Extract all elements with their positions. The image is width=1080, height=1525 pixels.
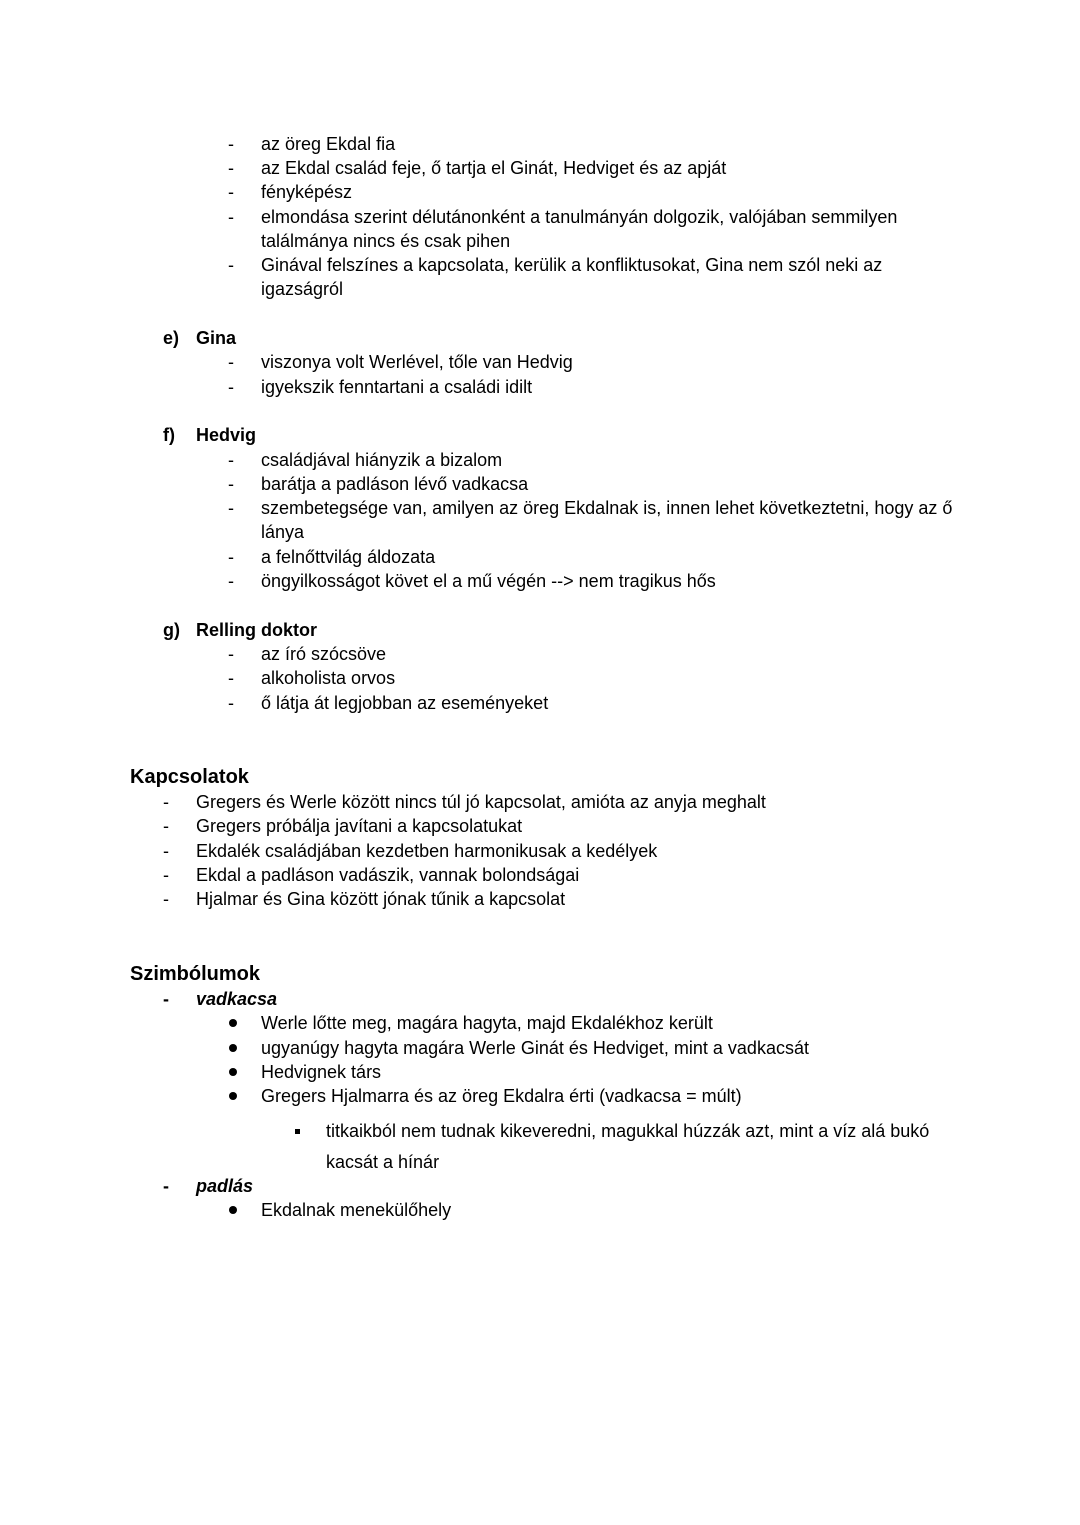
symbol-term-vadkacsa: vadkacsa	[196, 989, 278, 1009]
list-item: a felnőttvilág áldozata	[261, 547, 436, 567]
list-dash: -	[228, 547, 234, 567]
list-item: Hedvignek társ	[261, 1062, 382, 1082]
symbol-term-padlas: padlás	[196, 1176, 254, 1196]
list-dash: -	[228, 693, 234, 713]
list-item: ő látja át legjobban az eseményeket	[261, 693, 549, 713]
list-item: Ekdalnak menekülőhely	[261, 1200, 452, 1220]
character-name-relling: Relling doktor	[196, 620, 317, 640]
list-item-continuation: igazságról	[261, 279, 344, 299]
list-item: elmondása szerint délutánonként a tanulmányán dolgozik, valójában semmilyen	[261, 207, 898, 227]
list-item: Werle lőtte meg, magára hagyta, majd Ekdalékhoz került	[261, 1013, 713, 1033]
list-dash: -	[163, 1176, 169, 1196]
character-name-hedvig: Hedvig	[196, 425, 257, 445]
list-dash: -	[228, 207, 234, 227]
list-item: barátja a padláson lévő vadkacsa	[261, 474, 529, 494]
list-item: alkoholista orvos	[261, 668, 396, 688]
section-letter: e)	[163, 328, 180, 348]
list-dash: -	[228, 571, 234, 591]
list-dash: -	[163, 816, 169, 836]
bullet-icon	[229, 1092, 237, 1100]
list-item: az író szócsöve	[261, 644, 387, 664]
character-name-gina: Gina	[196, 328, 237, 348]
list-dash: -	[228, 352, 234, 372]
list-item: családjával hiányzik a bizalom	[261, 450, 503, 470]
list-dash: -	[163, 889, 169, 909]
list-dash: -	[228, 377, 234, 397]
list-item-continuation: lánya	[261, 522, 305, 542]
bullet-icon	[229, 1044, 237, 1052]
sub-list-item: titkaikból nem tudnak kikeveredni, magukkal húzzák azt, mint a víz alá bukó	[326, 1121, 930, 1141]
list-dash: -	[228, 158, 234, 178]
list-item: Ekdalék családjában kezdetben harmonikusak a kedélyek	[196, 841, 658, 861]
sub-list-item-continuation: kacsát a hínár	[326, 1152, 440, 1172]
list-item: fényképész	[261, 182, 353, 202]
heading-kapcsolatok: Kapcsolatok	[130, 766, 249, 788]
list-dash: -	[228, 668, 234, 688]
square-bullet-icon	[295, 1129, 300, 1134]
list-dash: -	[163, 989, 169, 1009]
list-item: az Ekdal család feje, ő tartja el Ginát, Hedviget és az apját	[261, 158, 727, 178]
list-item: Ekdal a padláson vadászik, vannak bolondságai	[196, 865, 580, 885]
heading-szimbolumok: Szimbólumok	[130, 963, 261, 985]
list-item: igyekszik fenntartani a családi idilt	[261, 377, 533, 397]
list-dash: -	[228, 255, 234, 275]
list-dash: -	[228, 450, 234, 470]
list-dash: -	[163, 792, 169, 812]
list-item: Ginával felszínes a kapcsolata, kerülik a konfliktusokat, Gina nem szól neki az	[261, 255, 883, 275]
bullet-icon	[229, 1019, 237, 1027]
list-dash: -	[228, 182, 234, 202]
list-dash: -	[228, 644, 234, 664]
list-item-continuation: találmánya nincs és csak pihen	[261, 231, 511, 251]
list-dash: -	[228, 498, 234, 518]
section-letter: g)	[163, 620, 180, 640]
list-dash: -	[163, 865, 169, 885]
list-item: viszonya volt Werlével, tőle van Hedvig	[261, 352, 573, 372]
list-item: Gregers és Werle között nincs túl jó kapcsolat, amióta az anyja meghalt	[196, 792, 766, 812]
list-item: ugyanúgy hagyta magára Werle Ginát és Hedviget, mint a vadkacsát	[261, 1038, 809, 1058]
list-dash: -	[163, 841, 169, 861]
list-item: Hjalmar és Gina között jónak tűnik a kapcsolat	[196, 889, 566, 909]
list-item: öngyilkosságot követ el a mű végén --> nem tragikus hős	[261, 571, 716, 591]
section-letter: f)	[163, 425, 175, 445]
list-dash: -	[228, 134, 234, 154]
list-item: Gregers Hjalmarra és az öreg Ekdalra érti (vadkacsa = múlt)	[261, 1086, 742, 1106]
list-item: Gregers próbálja javítani a kapcsolatukat	[196, 816, 523, 836]
list-dash: -	[228, 474, 234, 494]
list-item: szembetegsége van, amilyen az öreg Ekdalnak is, innen lehet következtetni, hogy az ő	[261, 498, 953, 518]
bullet-icon	[229, 1068, 237, 1076]
bullet-icon	[229, 1206, 237, 1214]
list-item: az öreg Ekdal fia	[261, 134, 396, 154]
